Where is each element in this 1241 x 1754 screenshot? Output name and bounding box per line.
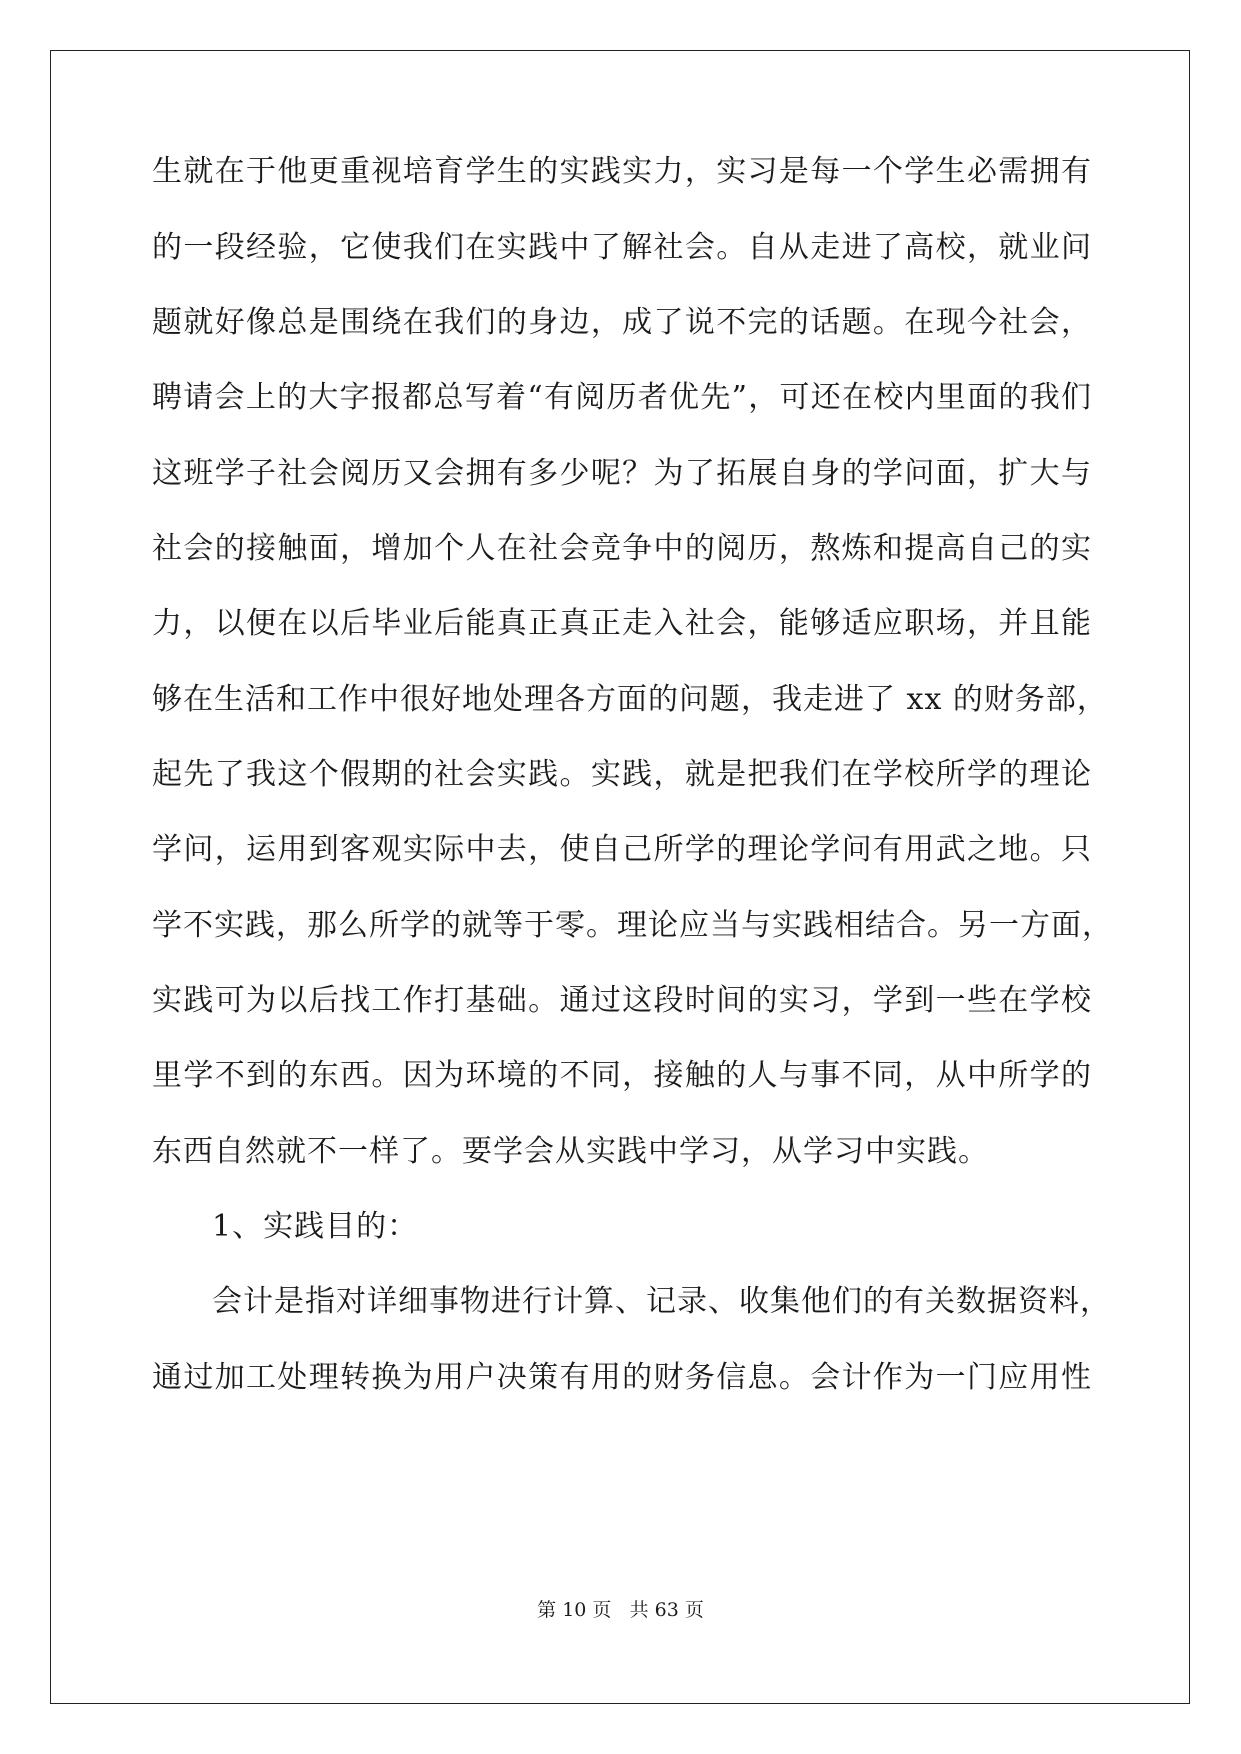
- text-line: 生就在于他更重视培育学生的实践实力，实习是每一个学生必需拥有: [152, 154, 1092, 189]
- text-line: 学不实践，那么所学的就等于零。理论应当与实践相结合。另一方面，: [152, 908, 1113, 943]
- page-total: 共 63 页: [629, 1599, 704, 1621]
- text-line: 力，以便在以后毕业后能真正真正走入社会，能够适应职场，并且能: [152, 606, 1092, 641]
- text-line: 实践可为以后找工作打基础。通过这段时间的实习，学到一些在学校: [152, 983, 1092, 1018]
- text-line: 聘请会上的大字报都总写着“有阅历者优先”，可还在校内里面的我们: [152, 380, 1092, 415]
- text-line: 通过加工处理转换为用户决策有用的财务信息。会计作为一门应用性: [152, 1360, 1092, 1395]
- page-number: 第 10 页: [537, 1599, 612, 1621]
- text-line: 社会的接触面，增加个人在社会竞争中的阅历，熬炼和提高自己的实: [152, 531, 1092, 566]
- text-line: 起先了我这个假期的社会实践。实践，就是把我们在学校所学的理论: [152, 757, 1092, 792]
- page-border: [50, 50, 1190, 1704]
- text-line: 题就好像总是围绕在我们的身边，成了说不完的话题。在现今社会，: [152, 305, 1092, 340]
- text-line: 的一段经验，它使我们在实践中了解社会。自从走进了高校，就业问: [152, 230, 1092, 265]
- text-line: 够在生活和工作中很好地处理各方面的问题，我走进了 xx 的财务部，: [152, 682, 1108, 717]
- text-line: 学问，运用到客观实际中去，使自己所学的理论学问有用武之地。只: [152, 832, 1092, 867]
- text-line: 里学不到的东西。因为环境的不同，接触的人与事不同，从中所学的: [152, 1058, 1092, 1093]
- section-heading: 1、实践目的：: [212, 1209, 419, 1244]
- text-line: 会计是指对详细事物进行计算、记录、收集他们的有关数据资料，: [212, 1284, 1111, 1319]
- page-footer: [0, 1598, 1241, 1622]
- text-line: 这班学子社会阅历又会拥有多少呢？为了拓展自身的学问面，扩大与: [152, 456, 1092, 491]
- text-line: 东西自然就不一样了。要学会从实践中学习，从学习中实践。: [152, 1134, 989, 1169]
